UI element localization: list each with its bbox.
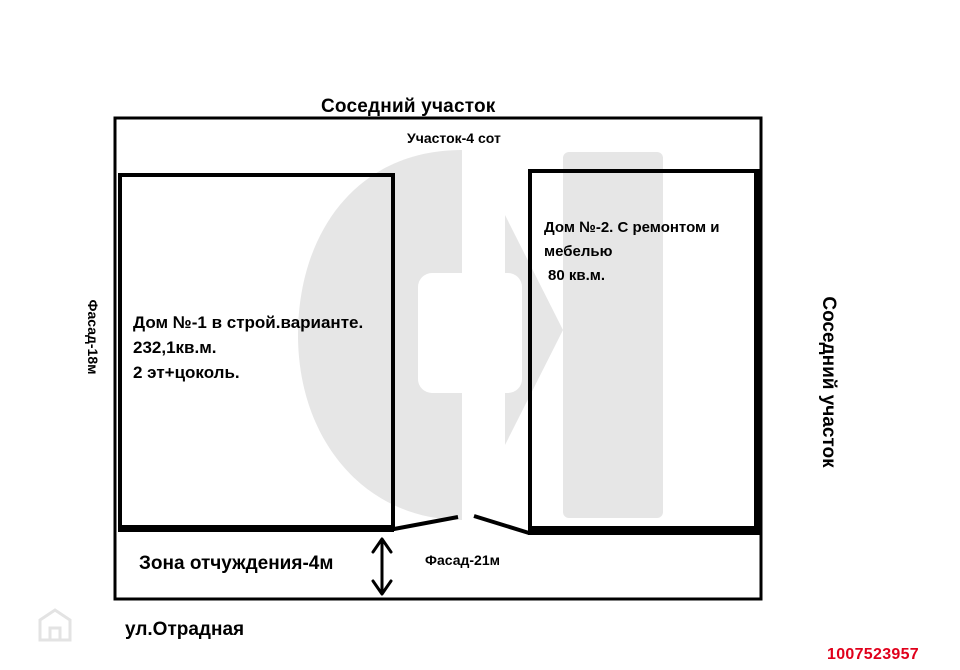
- double-arrow-icon: [373, 539, 391, 594]
- house-1-front-wall: [118, 525, 394, 532]
- gate-left-leaf: [394, 517, 458, 529]
- house-2-title: Дом №-2. С ремонтом и: [544, 219, 720, 236]
- facade-left-label: Фасад-18м: [85, 299, 101, 375]
- gate-right-leaf: [474, 516, 529, 533]
- house-2-area: 80 кв.м.: [548, 267, 606, 284]
- plot-area-label: Участок-4 сот: [407, 130, 501, 146]
- house-2-description: [544, 216, 720, 288]
- neighbor-plot-top-label: Соседний участок: [321, 96, 496, 117]
- house-1-title: Дом №-1 в строй.варианте.: [133, 313, 364, 332]
- exclusion-zone-label: Зона отчуждения-4м: [139, 553, 334, 574]
- house-2-furnished: мебелью: [544, 243, 613, 260]
- house-2-front-wall: [528, 526, 760, 535]
- house-1-floors: 2 эт+цоколь.: [133, 363, 240, 382]
- footer-logo-icon: [40, 610, 70, 640]
- house-1-description: [133, 310, 363, 385]
- facade-bottom-label: Фасад-21м: [425, 552, 500, 568]
- listing-id: 1007523957: [827, 646, 919, 663]
- house-1-area: 232,1кв.м.: [133, 338, 217, 357]
- street-name-label: ул.Отрадная: [125, 619, 245, 640]
- neighbor-plot-right-label: Соседний участок: [818, 296, 839, 468]
- house-2-right-wall: [754, 169, 760, 533]
